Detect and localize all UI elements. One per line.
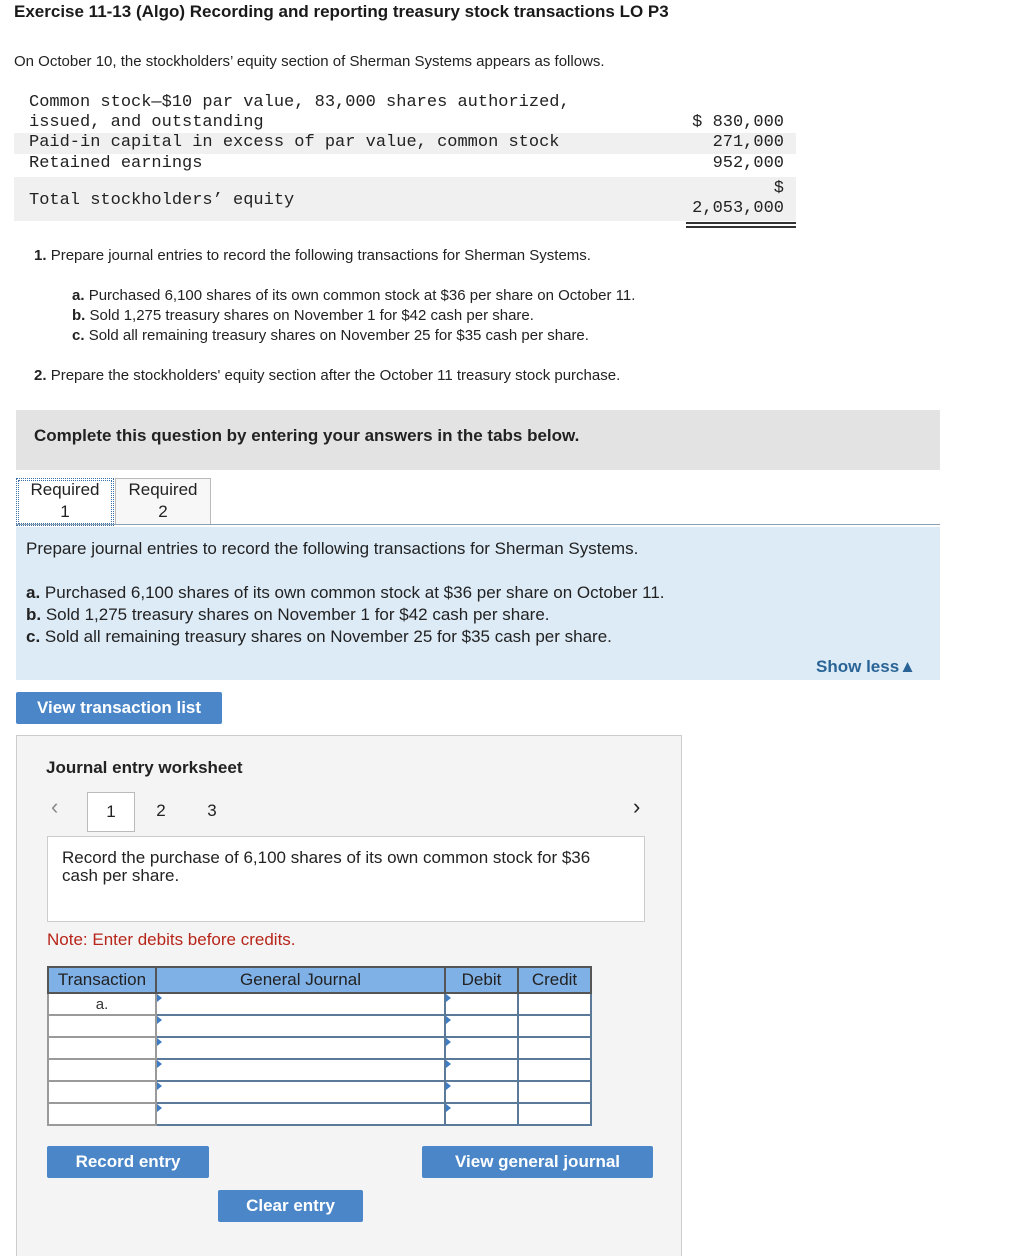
panel-heading: Prepare journal entries to record the following transactions for Sherman Systems. xyxy=(26,539,639,558)
page-1-button[interactable]: 1 xyxy=(87,792,135,832)
transaction-cell xyxy=(48,1037,156,1059)
item-letter: b. xyxy=(26,605,42,624)
panel-item-c xyxy=(26,627,612,647)
account-input[interactable] xyxy=(156,1081,445,1103)
question-2 xyxy=(34,367,620,384)
note-text: Note: Enter debits before credits. xyxy=(47,930,296,949)
question-item-a xyxy=(72,287,635,304)
tab-label: Required xyxy=(128,480,198,499)
question-number: 1. xyxy=(34,247,47,264)
clear-entry-button[interactable]: Clear entry xyxy=(218,1190,363,1222)
page-2-button[interactable]: 2 xyxy=(156,801,166,820)
item-letter: b. xyxy=(72,307,86,324)
tab-number: 1 xyxy=(60,502,70,521)
tab-required-1[interactable] xyxy=(16,478,114,526)
credit-input[interactable] xyxy=(518,1081,591,1103)
credit-input[interactable] xyxy=(518,1015,591,1037)
credit-input[interactable] xyxy=(518,993,591,1015)
equity-row-retained-earnings xyxy=(14,154,796,177)
item-text: Purchased 6,100 shares of its own common stock at $36 per share on October 11. xyxy=(44,583,665,602)
equity-value: 271,000 xyxy=(712,133,784,152)
debit-input[interactable] xyxy=(445,1081,518,1103)
item-text: Sold all remaining treasury shares on November 25 for $35 cash per share. xyxy=(44,627,612,646)
show-less-link[interactable]: Show less▲ xyxy=(816,657,916,676)
credit-header: Credit xyxy=(518,967,591,993)
view-transaction-list-button[interactable]: View transaction list xyxy=(16,692,222,724)
debit-input[interactable] xyxy=(445,1103,518,1125)
account-input[interactable] xyxy=(156,993,445,1015)
page-title: Exercise 11-13 (Algo) Recording and reporting treasury stock transactions LO P3 xyxy=(14,2,669,21)
credit-input[interactable] xyxy=(518,1059,591,1081)
journal-table xyxy=(47,966,592,1126)
double-underline xyxy=(686,222,796,224)
item-letter: a. xyxy=(72,287,85,304)
debit-input[interactable] xyxy=(445,1059,518,1081)
question-1 xyxy=(34,247,591,264)
transaction-cell xyxy=(48,1015,156,1037)
panel-item-a xyxy=(26,583,665,603)
banner-text: Complete this question by entering your answers in the tabs below. xyxy=(34,426,580,445)
equity-label: Total stockholders’ equity xyxy=(29,191,295,210)
credit-input[interactable] xyxy=(518,1103,591,1125)
equity-value: 2,053,000 xyxy=(692,199,784,218)
item-text: Sold all remaining treasury shares on November 25 for $35 cash per share. xyxy=(88,327,589,344)
chevron-right-icon[interactable]: › xyxy=(633,794,641,819)
question-text: Prepare journal entries to record the following transactions for Sherman Systems. xyxy=(50,247,591,264)
page-3-button[interactable]: 3 xyxy=(207,801,217,820)
entry-description-box xyxy=(47,836,645,922)
transaction-header: Transaction xyxy=(48,967,156,993)
item-letter: a. xyxy=(26,583,41,602)
equity-value: $ 830,000 xyxy=(692,113,784,132)
account-input[interactable] xyxy=(156,1037,445,1059)
account-input[interactable] xyxy=(156,1059,445,1081)
transaction-cell xyxy=(48,1059,156,1081)
journal-row xyxy=(48,1081,591,1103)
equity-label: Common stock—$10 par value, 83,000 shares authorized, issued, and outstanding xyxy=(29,93,570,132)
equity-value-currency: $ xyxy=(773,179,784,198)
tab-divider xyxy=(16,524,940,525)
tab-required-2[interactable] xyxy=(115,478,211,525)
debit-input[interactable] xyxy=(445,1037,518,1059)
tab-label: Required xyxy=(30,480,100,499)
transaction-cell xyxy=(48,1081,156,1103)
journal-entry-worksheet xyxy=(16,735,682,1256)
equity-label: Paid-in capital in excess of par value, common stock xyxy=(29,133,560,152)
entry-description: Record the purchase of 6,100 shares of its own common stock for $36 cash per share. xyxy=(62,848,591,885)
view-general-journal-button[interactable]: View general journal xyxy=(422,1146,653,1178)
instruction-banner xyxy=(16,410,940,470)
item-text: Sold 1,275 treasury shares on November 1 for $42 cash per share. xyxy=(45,605,550,624)
equity-row-paid-in xyxy=(14,133,796,154)
journal-row xyxy=(48,1015,591,1037)
account-input[interactable] xyxy=(156,1015,445,1037)
equity-row-total xyxy=(14,177,796,221)
double-underline xyxy=(686,226,796,228)
general-journal-header: General Journal xyxy=(156,967,445,993)
requirement-panel xyxy=(16,527,940,680)
item-text: Purchased 6,100 shares of its own common stock at $36 per share on October 11. xyxy=(88,287,636,304)
worksheet-title: Journal entry worksheet xyxy=(46,758,243,777)
journal-row xyxy=(48,1103,591,1125)
equity-value: 952,000 xyxy=(712,154,784,173)
record-entry-button[interactable]: Record entry xyxy=(47,1146,209,1178)
journal-header-row xyxy=(48,967,591,993)
item-letter: c. xyxy=(72,327,85,344)
journal-row xyxy=(48,1059,591,1081)
chevron-left-icon[interactable]: ‹ xyxy=(51,794,59,819)
intro-text: On October 10, the stockholders’ equity section of Sherman Systems appears as follows. xyxy=(14,53,605,70)
account-input[interactable] xyxy=(156,1103,445,1125)
journal-row xyxy=(48,993,591,1015)
transaction-cell xyxy=(48,1103,156,1125)
item-letter: c. xyxy=(26,627,41,646)
credit-input[interactable] xyxy=(518,1037,591,1059)
debit-header: Debit xyxy=(445,967,518,993)
transaction-cell: a. xyxy=(48,993,156,1015)
equity-table xyxy=(14,93,796,233)
equity-row-common-stock xyxy=(14,93,796,133)
item-text: Sold 1,275 treasury shares on November 1 for $42 cash per share. xyxy=(89,307,534,324)
panel-item-b xyxy=(26,605,550,625)
question-text: Prepare the stockholders' equity section after the October 11 treasury stock purchase. xyxy=(50,367,621,384)
debit-input[interactable] xyxy=(445,993,518,1015)
question-item-b xyxy=(72,307,534,324)
equity-label: Retained earnings xyxy=(29,154,203,173)
tab-number: 2 xyxy=(158,502,168,521)
debit-input[interactable] xyxy=(445,1015,518,1037)
question-item-c xyxy=(72,327,589,344)
question-number: 2. xyxy=(34,367,47,384)
journal-row xyxy=(48,1037,591,1059)
